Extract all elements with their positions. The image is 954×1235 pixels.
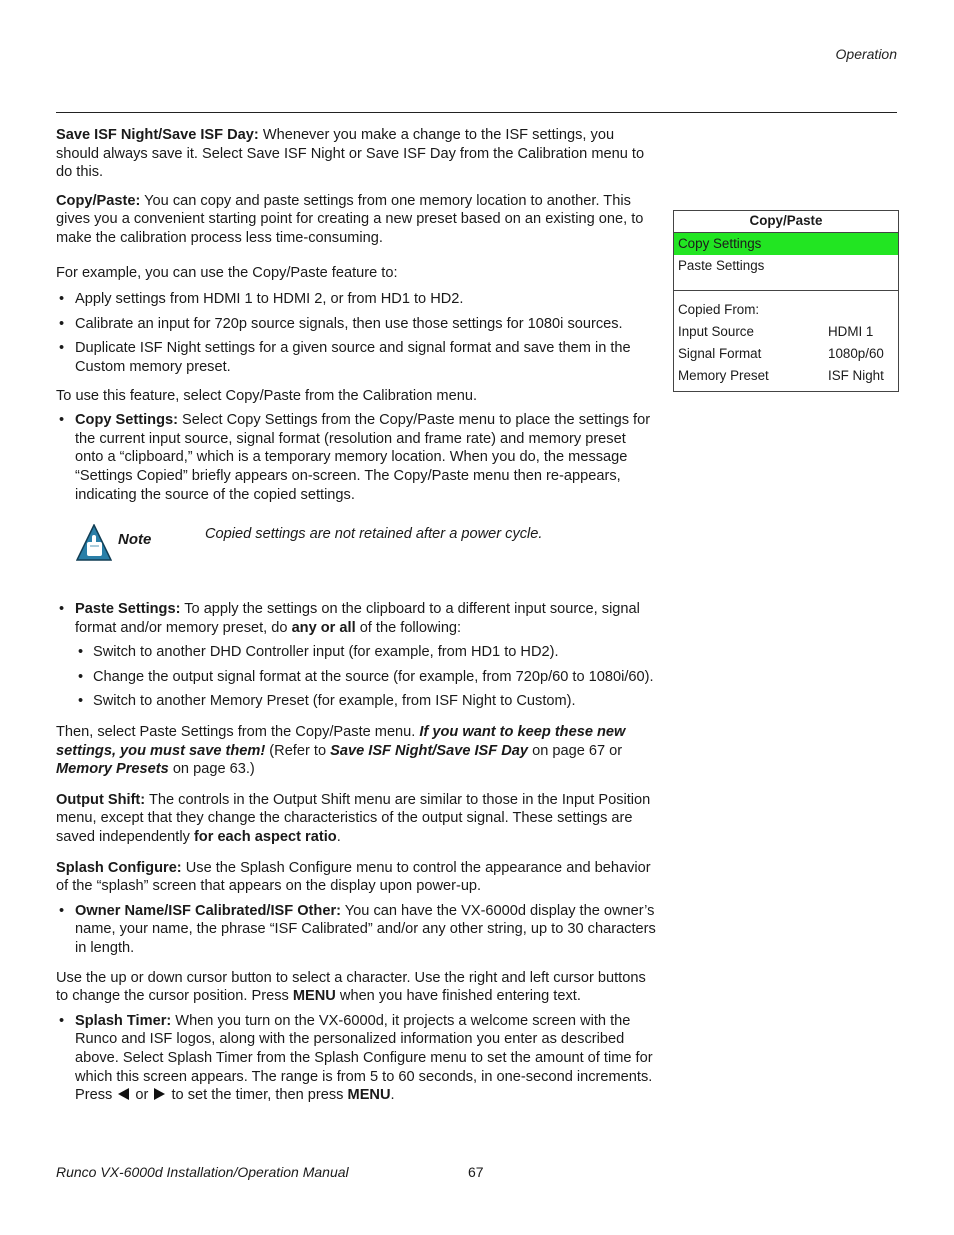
info-row-signal-format: Signal Format 1080p/60 [678, 346, 884, 361]
note-label: Note [118, 531, 152, 549]
xref-memory-presets[interactable]: Memory Presets [56, 761, 169, 778]
paste-settings-term: Paste Settings: [75, 601, 181, 618]
splash-owner-list [56, 902, 656, 958]
copy-settings-term: Copy Settings: [75, 412, 178, 429]
info-row-memory-preset: Memory Preset ISF Night [678, 368, 884, 383]
save-isf-term: Save ISF Night/Save ISF Day: [56, 127, 259, 143]
info-row-input-source: Input Source HDMI 1 [678, 324, 874, 339]
note-text: Copied settings are not retained after a power cycle. [205, 526, 543, 543]
list-item: • Paste Settings: To apply the settings on the clipboard to a different input source, signal format and/or memory preset, do any or all of the following: [56, 600, 656, 637]
list-item: • Copy Settings: Select Copy Settings from the Copy/Paste menu to place the settings for the current input source, signal format (resolution and frame rate) and memory preset onto a “clipboard,” which is a temporary memory location. When you do, the message “Settings Copied” briefly appears on-screen. The Copy/Paste menu then re-appears, indicating the source of the copied settings. [56, 411, 656, 504]
save-isf-paragraph: Save ISF Night/Save ISF Day: Whenever you make a change to the ISF settings, you should always save it. Select Save ISF Night or Save ISF Day from the Calibration menu to do this. [56, 127, 645, 181]
list-item: • Switch to another DHD Controller input (for example, from HD1 to HD2). [75, 643, 656, 662]
copied-from-label: Copied From: [678, 302, 760, 317]
save-reminder-paragraph: Then, select Paste Settings from the Copy/Paste menu. If you want to keep these new settings, you must save them! (Refer to Save ISF Night/Save ISF Day on page 67 or Memory Presets on page 63.) [56, 724, 626, 778]
copied-from-panel [674, 291, 898, 391]
copy-paste-menu [673, 210, 899, 392]
example-list [56, 290, 656, 376]
copy-paste-term: Copy/Paste: [56, 192, 141, 209]
splash-timer-list [56, 1012, 656, 1105]
list-item: • Duplicate ISF Night settings for a given source and signal format and save them in the Custom memory preset. [56, 339, 656, 376]
use-intro: To use this feature, select Copy/Paste from the Calibration menu. [56, 387, 477, 404]
main-column [56, 126, 656, 1111]
list-item: • Owner Name/ISF Calibrated/ISF Other: You can have the VX-6000d display the owner’s name, your name, the phrase “ISF Calibrated” and/or any other string, up to 30 characters in length. [56, 902, 656, 958]
xref-save-isf[interactable]: Save ISF Night/Save ISF Day [330, 742, 529, 759]
paste-options-list [75, 643, 656, 711]
list-item: • Splash Timer: When you turn on the VX-6000d, it projects a welcome screen with the Runco and ISF logos, along with the personalized information you enter as described above. Select Splash Timer from the Splash Configure menu to set the amount of time for which this screen appears. The range is from 5 to 60 seconds, in one-second increments. Press or to set the timer, then press MENU. [56, 1012, 656, 1105]
note-callout [56, 524, 656, 586]
output-shift-term: Output Shift: [56, 791, 146, 808]
output-shift-paragraph: Output Shift: The controls in the Output Shift menu are similar to those in the Input Position menu, except that they change the characteristics of the output signal. These settings are saved independently for each aspect ratio. [56, 791, 651, 846]
owner-name-term: Owner Name/ISF Calibrated/ISF Other: [75, 902, 341, 919]
cursor-paragraph: Use the up or down cursor button to select a character. Use the right and left cursor buttons to change the cursor position. Press MENU when you have finished entering text. [56, 969, 646, 1005]
menu-item-copy-settings[interactable]: Copy Settings [674, 233, 898, 255]
menu-title: Copy/Paste [674, 211, 898, 233]
left-arrow-icon [118, 1088, 129, 1100]
header-rule [56, 112, 897, 113]
copy-settings-list [56, 411, 656, 504]
footer-manual-title: Runco VX-6000d Installation/Operation Manual [56, 1164, 349, 1180]
paste-settings-list [56, 600, 656, 637]
pointing-hand-icon [76, 524, 112, 562]
splash-paragraph: Splash Configure: Use the Splash Configure menu to control the appearance and behavior of the “splash” screen that appears on the display upon power-up. [56, 859, 651, 895]
list-item: • Switch to another Memory Preset (for example, from ISF Night to Custom). [75, 692, 656, 711]
copy-paste-paragraph: Copy/Paste: You can copy and paste settings from one memory location to another. This gives you a convenient starting point for creating a new preset based on an existing one, to make the calibration process less time-consuming. [56, 192, 644, 246]
right-arrow-icon [154, 1088, 165, 1100]
splash-timer-term: Splash Timer: [75, 1012, 172, 1029]
list-item: • Calibrate an input for 720p source signals, then use those settings for 1080i sources. [56, 315, 656, 334]
footer-page-number: 67 [468, 1164, 484, 1180]
menu-divider [674, 277, 898, 291]
splash-term: Splash Configure: [56, 859, 182, 876]
example-intro: For example, you can use the Copy/Paste feature to: [56, 264, 398, 281]
running-header: Operation [835, 46, 897, 62]
list-item: • Change the output signal format at the source (for example, from 720p/60 to 1080i/60). [75, 668, 656, 687]
list-item: • Apply settings from HDMI 1 to HDMI 2, or from HD1 to HD2. [56, 290, 656, 309]
menu-item-paste-settings[interactable]: Paste Settings [678, 258, 765, 273]
